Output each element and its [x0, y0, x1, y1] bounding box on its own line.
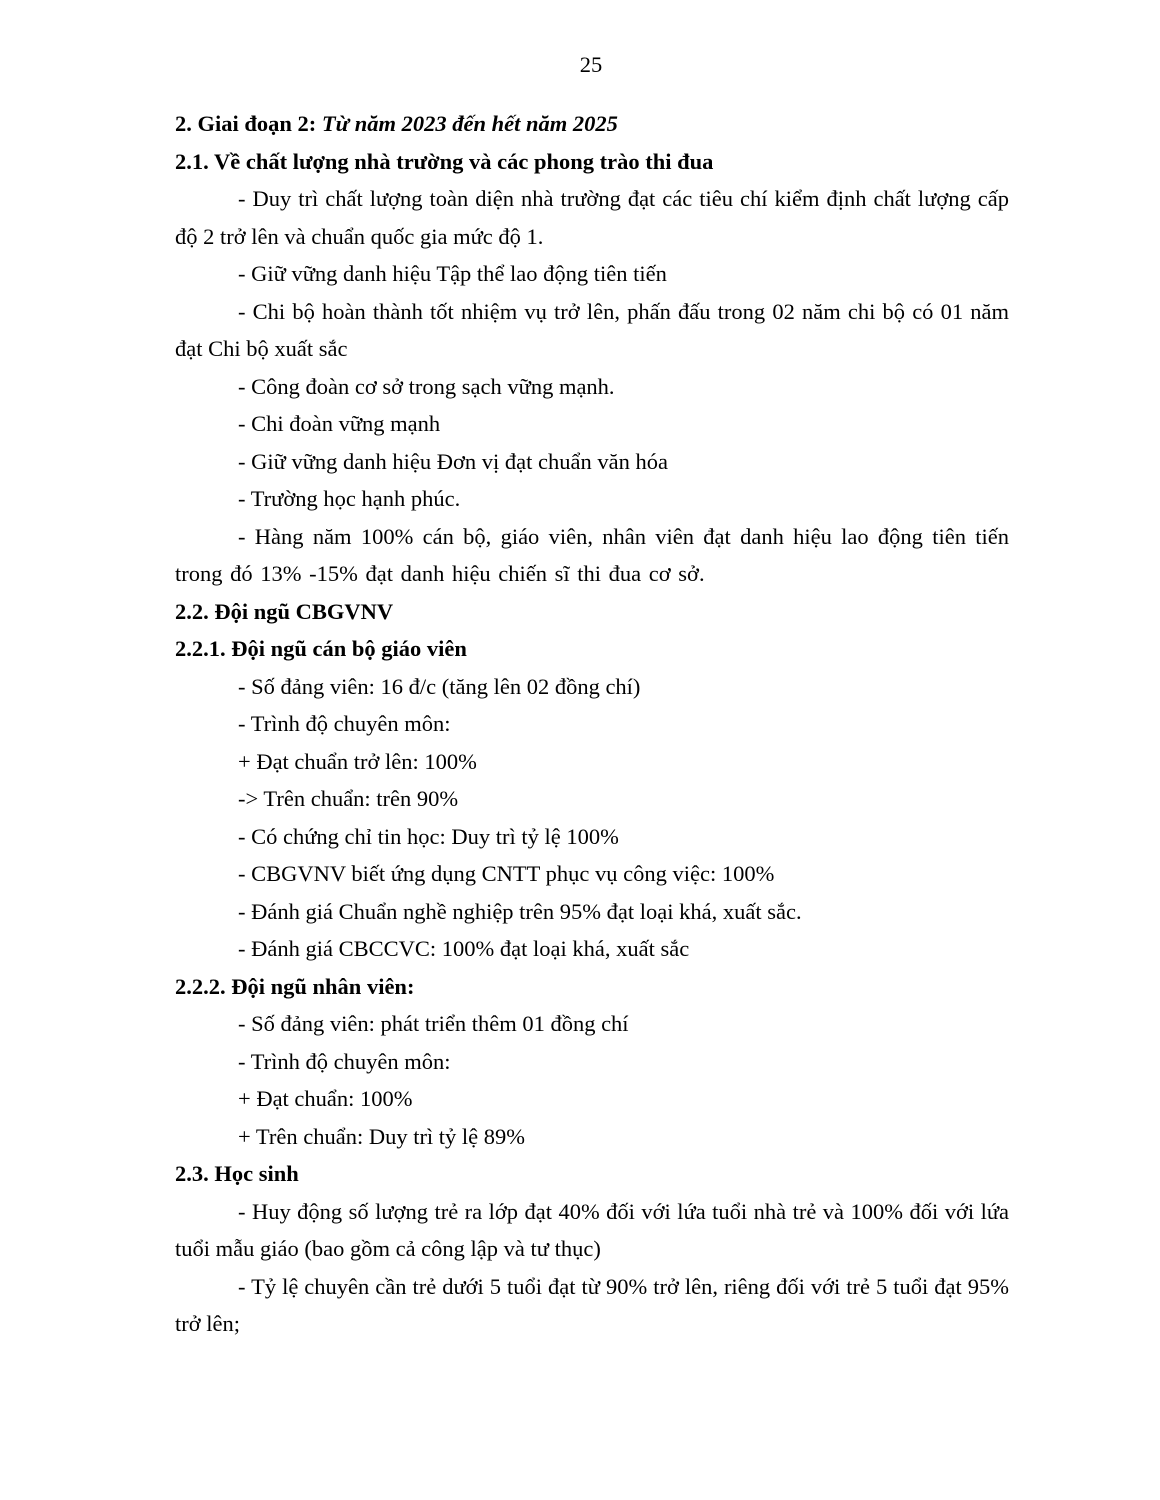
- section-2-1-item: - Giữ vững danh hiệu Tập thể lao động tiên tiến: [238, 261, 667, 286]
- section-2-2-2-item: - Số đảng viên: phát triển thêm 01 đồng chí: [238, 1011, 629, 1036]
- section-2-1-item: - Công đoàn cơ sở trong sạch vững mạnh.: [238, 373, 615, 399]
- page-number: 25: [579, 52, 603, 77]
- section-2-1-item: - Trường học hạnh phúc.: [238, 486, 461, 511]
- document-body: [175, 105, 1009, 1343]
- section-2-2-2-item: + Đạt chuẩn: 100%: [238, 1086, 413, 1111]
- section-2-1-heading: 2.1. Về chất lượng nhà trường và các phong trào thi đua: [175, 148, 714, 174]
- section-2-2-1-item: -> Trên chuẩn: trên 90%: [238, 786, 459, 811]
- section-2-3-item: - Tỷ lệ chuyên cần trẻ dưới 5 tuổi đạt từ 90% trở lên, riêng đối với trẻ 5 tuổi đạt 95% trở lên;: [175, 1273, 1009, 1336]
- section-2-1-item: - Chi bộ hoàn thành tốt nhiệm vụ trở lên, phấn đấu trong 02 năm chi bộ có 01 năm đạt Chi bộ xuất sắc: [175, 298, 1009, 361]
- section-2-1-item: - Duy trì chất lượng toàn diện nhà trường đạt các tiêu chí kiểm định chất lượng cấp độ 2 trở lên và chuẩn quốc gia mức độ 1.: [175, 186, 1009, 249]
- section-2-2-1-item: - Đánh giá Chuẩn nghề nghiệp trên 95% đạt loại khá, xuất sắc.: [238, 898, 802, 924]
- stage-heading: [175, 105, 1009, 143]
- section-2-2-1-item: + Đạt chuẩn trở lên: 100%: [238, 748, 477, 774]
- section-2-2-1-item: - Số đảng viên: 16 đ/c (tăng lên 02 đồng chí): [238, 673, 641, 699]
- section-2-2-1-item: - Trình độ chuyên môn:: [238, 711, 451, 736]
- section-2-2-1-item: - Đánh giá CBCCVC: 100% đạt loại khá, xuất sắc: [238, 936, 690, 961]
- section-2-3-heading: 2.3. Học sinh: [175, 1161, 299, 1186]
- stage-heading-prefix: 2. Giai đoạn 2:: [175, 111, 322, 136]
- section-2-1-item: - Chi đoàn vững mạnh: [238, 411, 441, 436]
- section-2-3-item: - Huy động số lượng trẻ ra lớp đạt 40% đối với lứa tuổi nhà trẻ và 100% đối với lứa tuổi mẫu giáo (bao gồm cả công lập và tư thục): [175, 1198, 1009, 1261]
- section-2-2-2-item: + Trên chuẩn: Duy trì tỷ lệ 89%: [238, 1123, 526, 1149]
- section-2-1-item: - Hàng năm 100% cán bộ, giáo viên, nhân viên đạt danh hiệu lao động tiên tiến trong đó 13% -15% đạt danh hiệu chiến sĩ thi đua cơ sở.: [175, 523, 1009, 586]
- section-2-2-1-heading: 2.2.1. Đội ngũ cán bộ giáo viên: [175, 636, 467, 661]
- stage-heading-period: Từ năm 2023 đến hết năm 2025: [321, 111, 618, 136]
- section-2-2-1-item: - CBGVNV biết ứng dụng CNTT phục vụ công việc: 100%: [238, 861, 775, 886]
- section-2-2-2-item: - Trình độ chuyên môn:: [238, 1048, 451, 1074]
- section-2-1-item: - Giữ vững danh hiệu Đơn vị đạt chuẩn văn hóa: [238, 448, 668, 474]
- section-2-2-1-item: - Có chứng chỉ tin học: Duy trì tỷ lệ 100%: [238, 823, 619, 849]
- section-2-2-heading: 2.2. Đội ngũ CBGVNV: [175, 598, 394, 624]
- section-2-2-2-heading: 2.2.2. Đội ngũ nhân viên:: [175, 973, 415, 999]
